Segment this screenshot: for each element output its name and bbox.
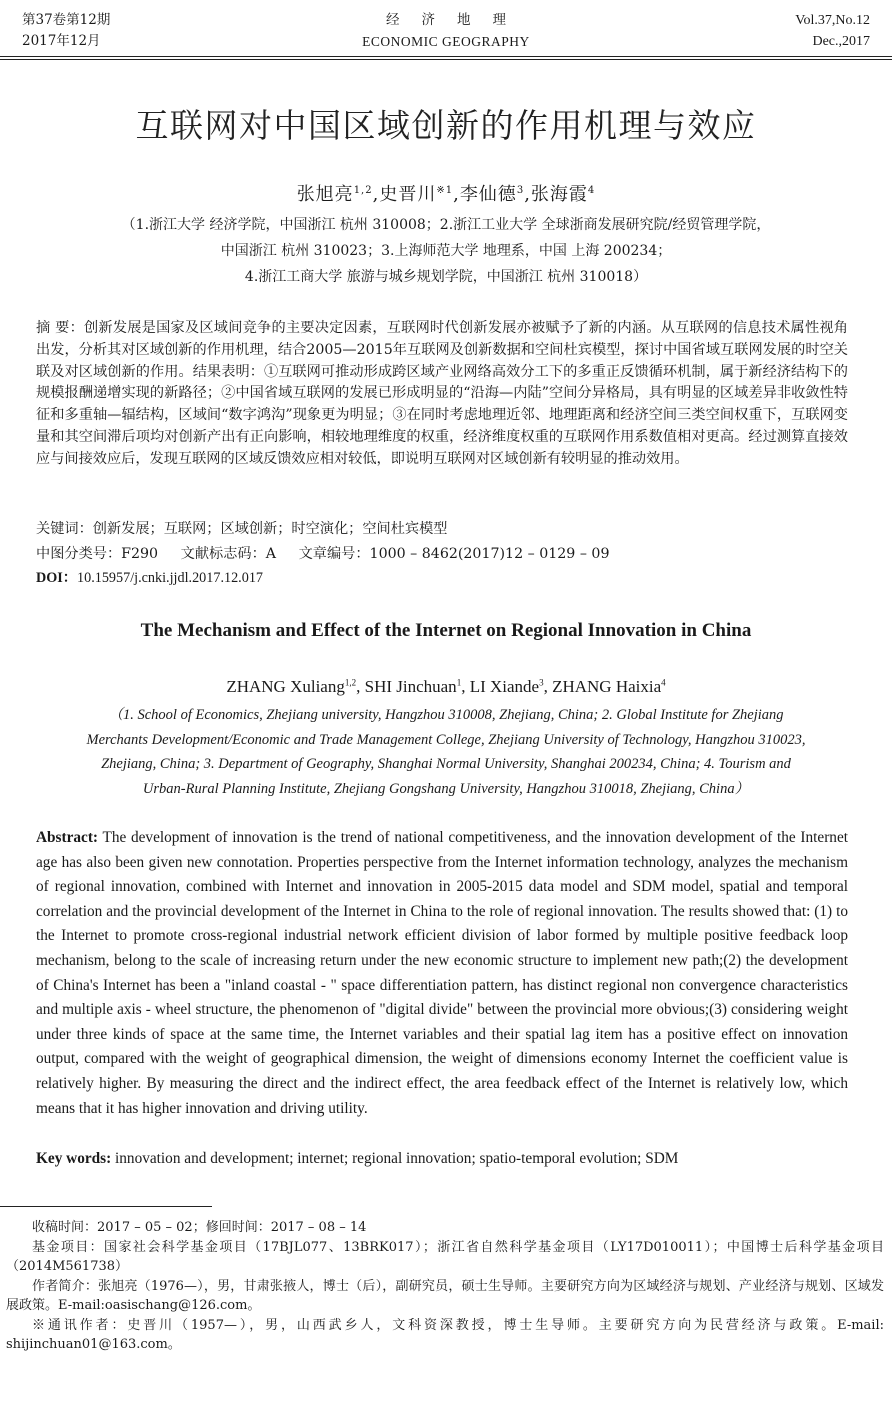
running-header xyxy=(22,10,870,56)
header-rule-thin xyxy=(0,59,892,60)
doi-value: 10.15957/j.cnki.jjdl.2017.12.017 xyxy=(77,570,264,586)
abstract-en xyxy=(36,826,848,1121)
footnote-author-bio: 作者简介：张旭亮（1976—），男，甘肃张掖人，博士（后），副研究员，硕士生导师。主要研究方向为区域经济与规划、产业经济与规划、区域发展政策。E-mail:oasischang@126.com。 xyxy=(6,1278,884,1313)
author-cn: 张旭亮 xyxy=(296,184,354,205)
abstract-en-text: The development of innovation is the trend of national competitiveness, and the innovation development of the Internet age has also been given new connotation. Properties perspective from the Internet information technology, analyzes the mechanism of regional innovation, combined with Internet and innovation in 2005-2015 data model and SDM model, spatial and temporal correlation and the provincial development of the Internet in China to the role of regional innovation. The results showed that: (1) to the Internet to promote cross-regional industrial network efficient division of labor formed by multiple positive feedback loop mechanism, belong to the scale of increasing return under the new economic structure to implement new path;(2) the development of China's Internet has been a "inland coastal - " space differentiation pattern, has distinct regional non convergence characteristics and multiple axis - wheel structure, the phenomenon of "digital divide" between the provincial more obvious;(3) considering weight under three kinds of space at the same time, the Internet variables and their spatial lag item has a positive effect on innovation output, compared with the weight of geographical dimension, the weight of dimensions economy Internet the coefficient value is relatively higher. By measuring the direct and the indirect effect, the area feedback effect of the Internet is relatively low, which means that it has higher innovation and driving utility. xyxy=(36,829,848,1117)
author-mark: 1 xyxy=(456,677,462,688)
author-sep: , xyxy=(461,677,470,696)
affiliation-line: 中国浙江 杭州 310023；3.上海师范大学 地理系，中国 上海 200234； xyxy=(220,243,672,259)
author-mark: 1,2 xyxy=(353,185,373,196)
author-sep: , xyxy=(524,184,531,205)
header-date-en: Dec.,2017 xyxy=(812,34,870,49)
author-mark: 4 xyxy=(661,677,666,688)
keywords-cn-label: 关键词： xyxy=(36,521,93,537)
abstract-cn-text: 创新发展是国家及区域间竞争的主要决定因素，互联网时代创新发展亦被赋予了新的内涵。从互联网的信息技术属性视角出发，分析其对区域创新的作用机理，结合2005—2015年互联网及创新数据和空间杜宾模型，探讨中国省域互联网发展的时空关联及对区域创新的作用。结果表明：①互联网可推动形成跨区域产业网络高效分工下的多重正反馈循环机制，属于新经济结构下的规模报酬递增实现的新路径；②中国省域互联网的发展已形成明显的“沿海—内陆”空间分异格局，具有明显的区域差异非收敛性特征和多重轴—辐结构，区域间“数字鸿沟”现象更为明显；③在同时考虑地理近邻、地理距离和经济空间三类空间权重下，互联网变量和其空间滞后项均对创新产出有正向影响，相较地理维度的权重，经济维度权重的互联网作用系数值相对更高。经过测算直接效应与间接效应后，发现互联网的区域反馈效应相对较低，即说明互联网对区域创新有较明显的推动效用。 xyxy=(36,320,848,467)
author-sep: , xyxy=(356,677,365,696)
doi-line xyxy=(36,566,848,591)
header-right xyxy=(795,10,870,52)
doi-label: DOI： xyxy=(36,570,77,586)
header-date-cn: 2017年12月 xyxy=(22,33,101,49)
article-no-value: 1000 – 8462(2017)12 – 0129 – 09 xyxy=(369,545,610,562)
keywords-en xyxy=(36,1147,848,1172)
author-cn: 张海霞 xyxy=(530,184,588,205)
author-mark: 4 xyxy=(587,185,596,196)
author-cn: 李仙德 xyxy=(459,184,517,205)
affiliation-line: （1.浙江大学 经济学院，中国浙江 杭州 310008；2.浙江工业大学 全球浙商发展研究院/经贸管理学院， xyxy=(121,217,771,233)
affiliation-line: 4.浙江工商大学 旅游与城乡规划学院，中国浙江 杭州 310018） xyxy=(244,269,648,285)
keywords-en-label: Key words: xyxy=(36,1150,112,1167)
footnote-received: 收稿时间：2017 – 05 – 02；修回时间：2017 – 08 – 14 xyxy=(32,1220,367,1235)
footnote-corresponding: ※通讯作者：史晋川（1957—），男，山西武乡人，文科资深教授，博士生导师。主要研究方向为民营经济与政策。E-mail: shijinchuan01@163.com。 xyxy=(6,1317,884,1352)
affiliation-line: Zhejiang, China; 3. Department of Geography, Shanghai Normal University, Shanghai 200234, China; 4. Tourism and xyxy=(101,756,791,772)
keywords-cn-text: 创新发展；互联网；区域创新；时空演化；空间杜宾模型 xyxy=(92,521,448,537)
author-en: LI Xiande xyxy=(469,677,540,696)
author-mark: 3 xyxy=(539,677,544,688)
header-volume-en: Vol.37,No.12 xyxy=(795,13,870,28)
article-no-label: 文章编号： xyxy=(298,545,370,562)
meta-cn xyxy=(36,517,848,591)
author-en: ZHANG Haixia xyxy=(552,677,662,696)
author-en: ZHANG Xuliang xyxy=(226,677,345,696)
title-cn: 互联网对中国区域创新的作用机理与效应 xyxy=(135,106,757,145)
footnote-funding: 基金项目：国家社会科学基金项目（17BJL077、13BRK017）；浙江省自然科学基金项目（LY17D010011）；中国博士后科学基金项目（2014M561738） xyxy=(6,1239,884,1274)
keywords-cn xyxy=(36,517,848,542)
author-sep: , xyxy=(453,184,460,205)
author-mark: 3 xyxy=(516,185,525,196)
footnote-rule xyxy=(0,1206,212,1207)
author-cn: 史晋川 xyxy=(379,184,437,205)
footnotes xyxy=(6,1218,884,1355)
journal-name-cn: 经济地理 xyxy=(386,12,528,28)
affiliations-en xyxy=(36,703,856,801)
header-center xyxy=(22,10,870,52)
authors-en xyxy=(0,677,892,697)
header-rule-thick xyxy=(0,56,892,57)
affiliations-cn xyxy=(40,212,852,290)
clc-value: F290 xyxy=(121,545,159,562)
clc-label: 中图分类号： xyxy=(36,545,122,562)
author-sep: , xyxy=(543,677,553,696)
author-mark: ※1 xyxy=(436,185,454,196)
abstract-cn-label: 摘 要： xyxy=(36,320,84,336)
affiliation-line: （1. School of Economics, Zhejiang university, Hangzhou 310008, Zhejiang, China; 2. Global Institute for Zhejiang xyxy=(108,707,784,723)
title-en: The Mechanism and Effect of the Internet on Regional Innovation in China xyxy=(140,620,752,641)
journal-name-en: ECONOMIC GEOGRAPHY xyxy=(362,34,530,49)
affiliation-line: Urban-Rural Planning Institute, Zhejiang Gongshang University, Hangzhou 310018, Zhejiang, China） xyxy=(142,780,750,797)
abstract-en-label: Abstract: xyxy=(36,829,99,846)
doc-code-value: A xyxy=(265,545,277,562)
author-sep: , xyxy=(372,184,380,205)
affiliation-line: Merchants Development/Economic and Trade Management College, Zhejiang University of Technology, Hangzhou 310023, xyxy=(86,731,806,748)
classification-cn xyxy=(36,542,848,567)
author-mark: 1,2 xyxy=(344,677,357,688)
header-volume-cn: 第37卷第12期 xyxy=(22,12,111,28)
doc-code-label: 文献标志码： xyxy=(180,545,266,562)
keywords-en-text: innovation and development; internet; regional innovation; spatio-temporal evolution; SDM xyxy=(115,1150,679,1167)
abstract-cn xyxy=(36,318,848,471)
author-en: SHI Jinchuan xyxy=(364,677,457,696)
authors-cn xyxy=(0,180,892,206)
